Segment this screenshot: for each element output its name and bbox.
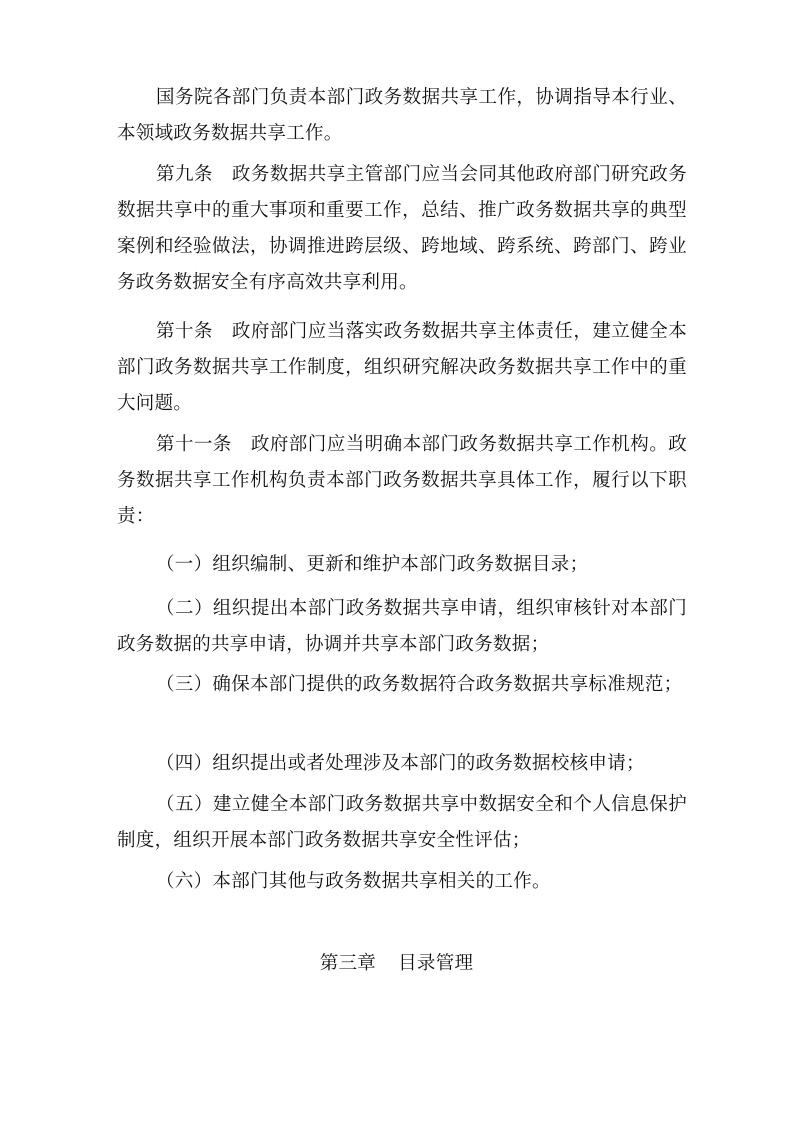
duty-item-3: （三）确保本部门提供的政务数据符合政务数据共享标准规范； (156, 674, 683, 695)
paragraph-article-10: 第十条 政府部门应当落实政务数据共享主体责任，建立健全本部门政务数据共享工作制度，组织研究解决政务数据共享工作中的重大问题。 (117, 321, 687, 414)
paragraph-ministries: 国务院各部门负责本部门政务数据共享工作，协调指导本行业、本领域政务数据共享工作。 (117, 87, 687, 144)
chapter-number: 第三章 (319, 953, 377, 974)
duty-item-5: （五）建立健全本部门政务数据共享中数据安全和个人信息保护制度，组织开展本部门政务数据共享安全性评估； (117, 794, 687, 851)
duty-item-6: （六）本部门其他与政务数据共享相关的工作。 (156, 871, 551, 892)
paragraph-article-9: 第九条 政务数据共享主管部门应当会同其他政府部门研究政务数据共享中的重大事项和重要工作，总结、推广政务数据共享的典型案例和经验做法，协调推进跨层级、跨地域、跨系统、跨部门、跨业务政务数据安全有序高效共享利用。 (117, 164, 687, 293)
chapter-title: 目录管理 (398, 953, 474, 974)
paragraph-article-11: 第十一条 政府部门应当明确本部门政务数据共享工作机构。政务数据共享工作机构负责本部门政务数据共享具体工作，履行以下职责： (117, 434, 687, 527)
duty-item-4: （四）组织提出或者处理涉及本部门的政务数据校核申请； (156, 753, 645, 774)
duty-item-2: （二）组织提出本部门政务数据共享申请，组织审核针对本部门政务数据的共享申请，协调并共享本部门政务数据； (117, 598, 687, 655)
chapter-heading (0, 946, 793, 982)
duty-item-1: （一）组织编制、更新和维护本部门政务数据目录； (156, 554, 589, 575)
